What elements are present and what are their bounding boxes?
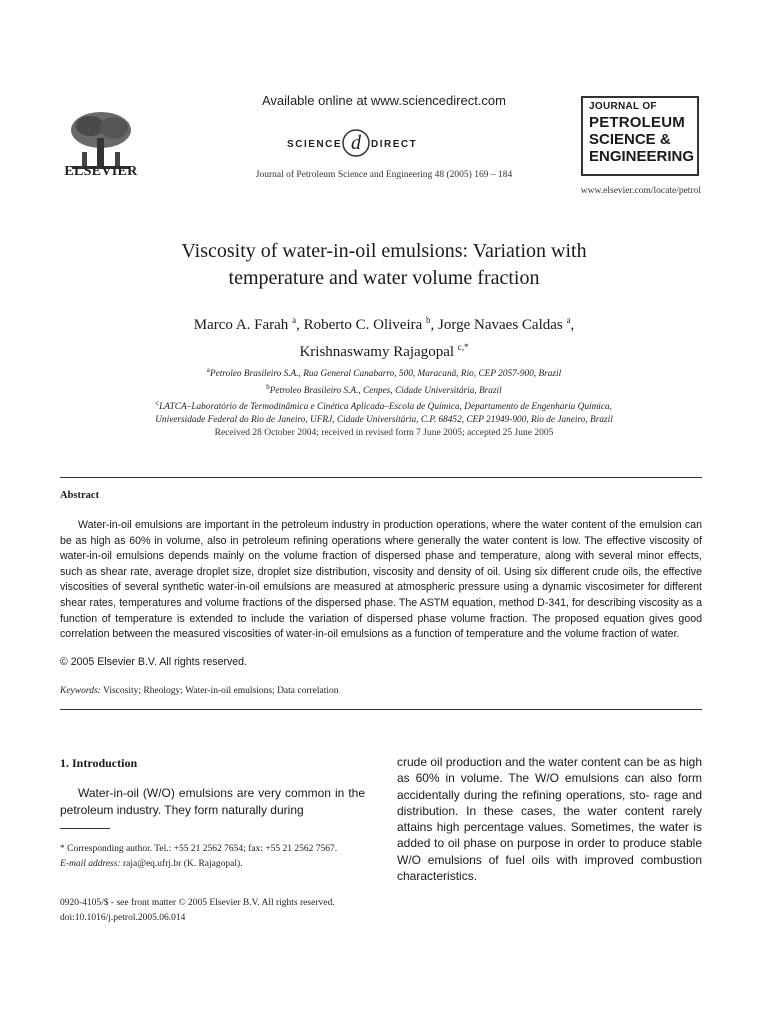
affiliation-line [60, 414, 708, 427]
affiliation-text: Petroleo Brasileiro S.A., Rua General Canabarro, 500, Maracanã, Rio, CEP 2057-900, Brazil [209, 369, 562, 380]
abstract-copyright: © 2005 Elsevier B.V. All rights reserved. [60, 656, 248, 668]
title-line-2: temperature and water volume fraction [228, 267, 540, 289]
doi-link[interactable]: doi:10.1016/j.petrol.2005.06.014 [60, 913, 186, 923]
keywords-line [60, 686, 339, 696]
email-label: E-mail address: [60, 859, 121, 869]
journal-box-line3: SCIENCE & [589, 131, 671, 148]
available-online-text: Available online at www.sciencedirect.com [262, 93, 506, 108]
received-dates: Received 28 October 2004; received in revised form 7 June 2005; accepted 25 June 2005 [214, 428, 554, 438]
email-link[interactable]: raja@eq.ufrj.br (K. Rajagopal). [122, 859, 243, 869]
issn-block [60, 896, 335, 926]
author-sup: b [426, 315, 431, 325]
author-sup: a [566, 315, 571, 325]
affiliation-text: Universidade Federal do Rio de Janeiro, UFRJ, Cidade Universitária, C.P. 68452, CEP 21949-900, Rio de Janeiro, Brazil [155, 415, 613, 426]
journal-box-line1: JOURNAL OF [589, 101, 657, 112]
author-sup: a [292, 315, 297, 325]
publisher-name: ELSEVIER [64, 164, 138, 179]
sciencedirect-logo-left: SCIENCE [287, 139, 342, 150]
article-title [60, 238, 708, 292]
intro-paragraph-right: crude oil production and the water content can be as high as 60% in volume. The W/O emulsions can also form accidentally during the refining operations, sto- rage and distribution. In these cases, the water content rarely attains high percentage values. Sometimes, the water is added to oil phase on purpose in order to produce stable W/O emulsions of fuel oils with improved combustion characteristics. [397, 755, 702, 884]
affiliation-sup: c [156, 399, 160, 408]
sciencedirect-logo-right: DIRECT [371, 139, 418, 150]
journal-box-line4: ENGINEERING [589, 148, 695, 165]
journal-box-line2: PETROLEUM [589, 114, 685, 131]
section-heading: 1. Introduction [60, 756, 138, 770]
author-sup: c,* [457, 342, 469, 352]
journal-title-box [581, 96, 699, 176]
issn-line: 0920-4105/$ - see front matter © 2005 Elsevier B.V. All rights reserved. [60, 898, 335, 908]
affiliation-line [60, 381, 708, 398]
affiliation-line [60, 397, 708, 414]
author-name[interactable]: Marco A. Farah [193, 317, 289, 333]
affiliation-text: LATCA–Laboratório de Termodinâmica e Cinética Aplicada–Escola de Química, Departamento de Engenharia Química, [159, 402, 612, 413]
author-list: Marco A. Farah $^a$, Roberto C. Oliveira $^b$, Jorge Navaes Caldas $^a$, Krishnaswamy Rajagopal $^{c,*}$ [193, 315, 575, 360]
author-name[interactable]: Krishnaswamy Rajagopal [299, 344, 455, 360]
affiliation-text: Petroleo Brasileiro S.A., Cenpes, Cidade Universitária, Brazil [269, 385, 502, 396]
affiliation-sup: a [206, 366, 210, 374]
title-line-1: Viscosity of water-in-oil emulsions: Variation with [181, 240, 587, 262]
abstract-heading: Abstract [60, 490, 100, 501]
keywords-list: Viscosity; Rheology; Water-in-oil emulsions; Data correlation [103, 686, 339, 696]
corresponding-author-note: * Corresponding author. Tel.: +55 21 2562 7654; fax: +55 21 2562 7567. [60, 844, 338, 854]
abstract-body: Water-in-oil emulsions are important in the petroleum industry in production operations, where the water content of the emulsion can be as high as 60% in volume, also in petroleum refining operations where generally the water content is low. The effective viscosity of water-in-oil emulsions depends mainly on the volume fraction of dispersed phase and temperature, along with several minor effects, such as shear rate, average droplet size, droplet size distribution, viscosity and density of oil. Using six different crude oils, the effective viscosities of several synthetic water-in-oil emulsions are measured at atmospheric pressure using a dynamic viscosimeter for different shear rates, temperatures and volume fractions of the dispersed phase. The ASTM equation, method D-341, for describing viscosity as a function of temperature is extended to include the variation of dispersed phase volume fraction. The proposed equation gives good correlation between the measured viscosities of water-in-oil emulsions as a function of temperature and the volume fraction of water. [60, 519, 702, 641]
affiliations [60, 364, 708, 427]
footnote-rule [60, 828, 110, 829]
divider-bottom [60, 709, 702, 710]
affiliation-line [60, 364, 708, 381]
keywords-label: Keywords: [60, 686, 101, 696]
intro-paragraph-left: Water-in-oil (W/O) emulsions are very common in the petroleum industry. They form naturally during [60, 786, 365, 817]
footnote [60, 842, 365, 872]
sciencedirect-logo [252, 126, 482, 160]
journal-citation: Journal of Petroleum Science and Engineering 48 (2005) 169 – 184 [255, 170, 513, 180]
divider-top [60, 477, 702, 478]
author-name[interactable]: Jorge Navaes Caldas [438, 317, 563, 333]
journal-url-link[interactable]: www.elsevier.com/locate/petrol [580, 186, 701, 196]
svg-text:d: d [351, 132, 361, 154]
author-name[interactable]: Roberto C. Oliveira [303, 317, 423, 333]
affiliation-sup: b [266, 382, 270, 391]
